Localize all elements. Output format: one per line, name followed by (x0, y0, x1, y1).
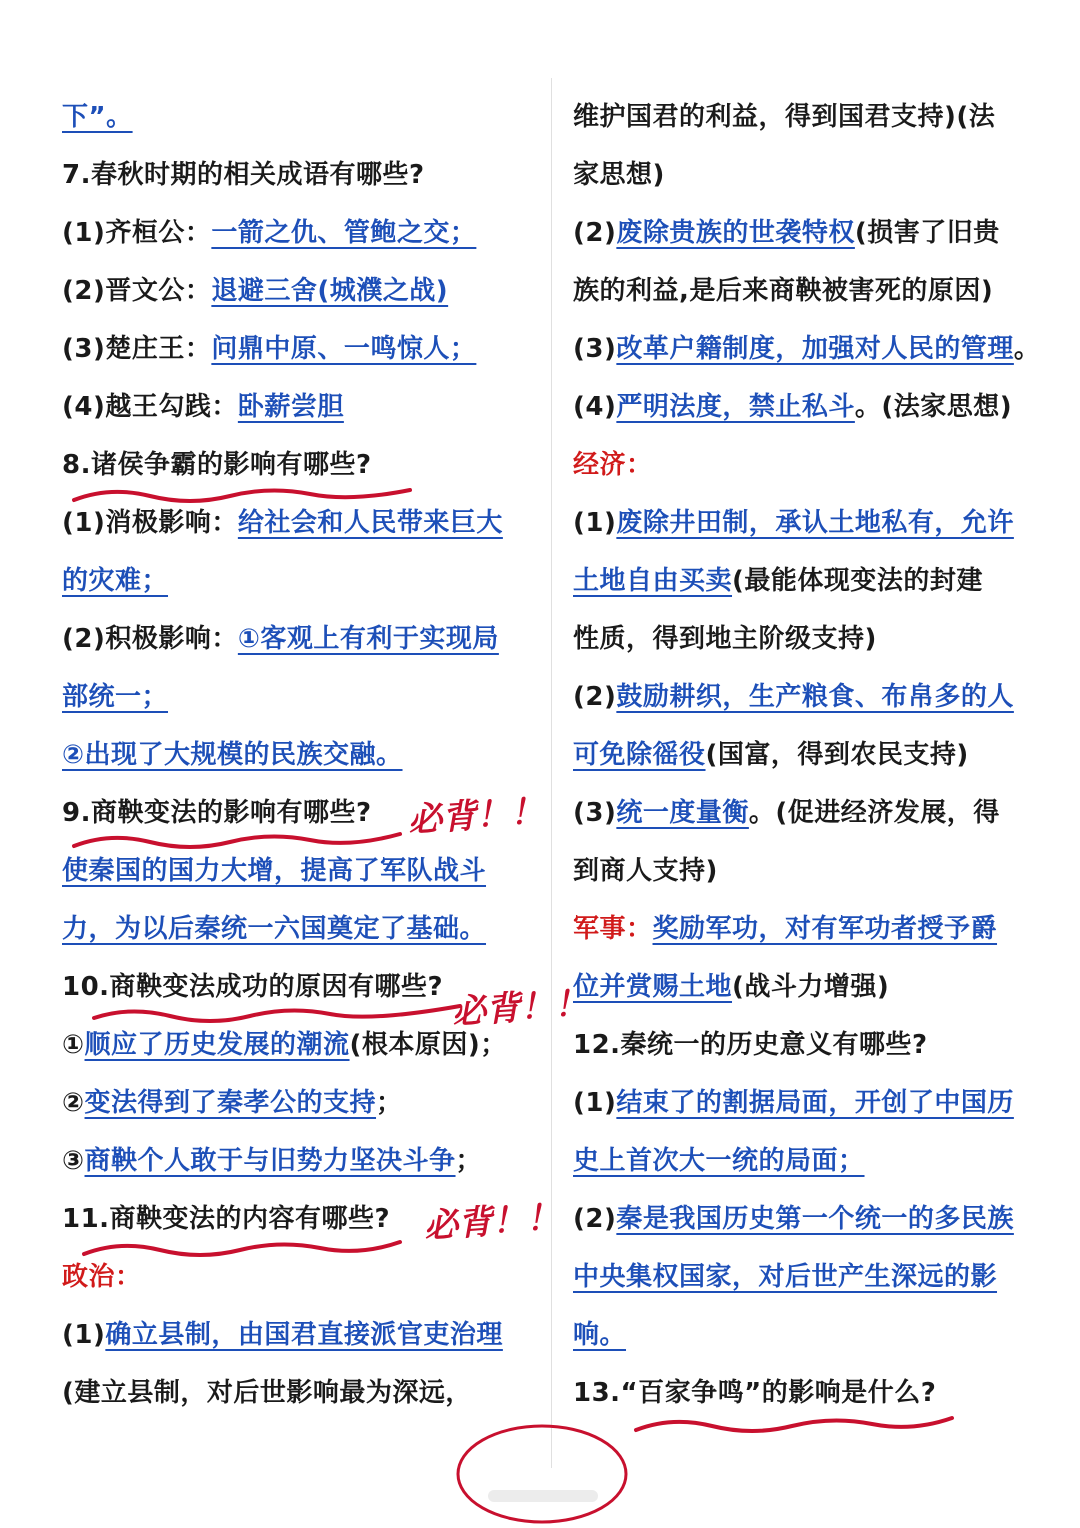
line (62, 610, 542, 668)
answer-text: 下”。 (62, 102, 133, 132)
item-label: (4) (573, 392, 617, 422)
item-label: (3)楚庄王： (62, 334, 212, 364)
question-8: 8.诸侯争霸的影响有哪些? (62, 450, 372, 480)
answer-text: 统一度量衡 (616, 798, 749, 828)
line (62, 726, 542, 784)
answer-text: 响。 (573, 1320, 627, 1350)
note-text: (最能体现变法的封建 (732, 566, 983, 596)
question-9: 9.商鞅变法的影响有哪些? (62, 798, 372, 828)
answer-text: 使秦国的国力大增，提高了军队战斗 (62, 856, 487, 886)
question-10: 10.商鞅变法成功的原因有哪些? (62, 972, 444, 1002)
note-text: 。(促进经济发展，得 (748, 798, 1000, 828)
answer-text: 严明法度，禁止私斗 (616, 392, 855, 422)
item-label: (3) (573, 798, 617, 828)
item-label: ① (62, 1030, 85, 1060)
answer-text: ①客观上有利于实现局 (237, 624, 499, 654)
item-label: ② (62, 1088, 85, 1118)
line (62, 668, 542, 726)
answer-text: 卧薪尝胆 (237, 392, 344, 422)
answer-text: 鼓励耕织，生产粮食、布帛多的人 (616, 682, 1014, 712)
line (573, 494, 1068, 552)
answer-text: 商鞅个人敢于与旧势力坚决斗争 (84, 1146, 456, 1176)
answer-text: 史上首次大一统的局面； (573, 1146, 865, 1176)
line (62, 900, 542, 958)
question-11: 11.商鞅变法的内容有哪些? (62, 1204, 391, 1234)
line (573, 1074, 1068, 1132)
section-heading-economy: 经济： (573, 450, 653, 480)
line (62, 1132, 542, 1190)
red-wave-underline (70, 826, 410, 856)
line (573, 1248, 1068, 1306)
note-text: 。(法家思想) (854, 392, 1013, 422)
line (62, 204, 542, 262)
note-line: 家思想) (573, 160, 665, 190)
line (573, 1132, 1068, 1190)
line (62, 320, 542, 378)
must-memorize-stamp: 必背！！ (406, 791, 546, 841)
red-wave-underline (90, 1000, 470, 1030)
section-heading-politics: 政治： (62, 1262, 142, 1292)
note-line: 性质，得到地主阶级支持) (573, 624, 877, 654)
answer-text: 可免除徭役 (573, 740, 706, 770)
note-text: (国富，得到农民支持) (705, 740, 969, 770)
note-text: (战斗力增强) (732, 972, 890, 1002)
answer-text: 部统一； (62, 682, 169, 712)
note-text: ； (455, 1146, 483, 1176)
red-wave-underline (70, 480, 420, 510)
line (573, 204, 1068, 262)
answer-text: 土地自由买卖 (573, 566, 733, 596)
line (62, 88, 542, 146)
answer-text: 问鼎中原、一鸣惊人； (211, 334, 477, 364)
column-divider (551, 78, 552, 1468)
item-label: ③ (62, 1146, 85, 1176)
line (62, 552, 542, 610)
note-line: (建立县制，对后世影响最为深远， (62, 1378, 472, 1408)
note-text: 。 (1013, 334, 1041, 364)
question-13: 13.“百家争鸣”的影响是什么? (573, 1378, 937, 1408)
answer-text: 位并赏赐土地 (573, 972, 733, 1002)
line (573, 378, 1068, 436)
item-label: (2)晋文公： (62, 276, 212, 306)
answer-text: 的灾难； (62, 566, 169, 596)
red-wave-underline (80, 1234, 410, 1264)
answer-text: 奖励军功，对有军功者授予爵 (652, 914, 998, 944)
item-label: (3) (573, 334, 617, 364)
question-12: 12.秦统一的历史意义有哪些? (573, 1030, 928, 1060)
red-circle-mark (452, 1418, 632, 1526)
must-memorize-stamp: 必背！！ (450, 983, 590, 1033)
answer-text: 顺应了历史发展的潮流 (84, 1030, 350, 1060)
answer-text: 废除贵族的世袭特权 (616, 218, 855, 248)
answer-text: 废除井田制，承认土地私有，允许 (616, 508, 1014, 538)
note-text: ； (376, 1088, 403, 1118)
answer-text: 力，为以后秦统一六国奠定了基础。 (62, 914, 487, 944)
answer-text: 中央集权国家，对后世产生深远的影 (573, 1262, 998, 1292)
question-7: 7.春秋时期的相关成语有哪些? (62, 160, 425, 190)
item-label: (2)积极影响： (62, 624, 238, 654)
answer-text: 一箭之仇、管鲍之交； (211, 218, 477, 248)
note-text: (根本原因)； (349, 1030, 507, 1060)
item-label: (2) (573, 682, 617, 712)
section-heading-military: 军事： (573, 914, 653, 944)
line (62, 262, 542, 320)
item-label: (1) (62, 1320, 106, 1350)
blurred-watermark (488, 1490, 598, 1502)
line (62, 378, 542, 436)
item-label: (2) (573, 218, 617, 248)
must-memorize-stamp: 必背！！ (422, 1197, 562, 1247)
item-label: (1) (573, 1088, 617, 1118)
item-label: (1) (573, 508, 617, 538)
note-line: 维护国君的利益，得到国君支持)(法 (573, 102, 996, 132)
item-label: (1)消极影响： (62, 508, 238, 538)
line (573, 552, 1068, 610)
item-label: (1)齐桓公： (62, 218, 212, 248)
line (62, 1074, 542, 1132)
line (573, 320, 1068, 378)
line (573, 1190, 1068, 1248)
line (62, 1306, 542, 1364)
line (573, 784, 1068, 842)
answer-text: ②出现了大规模的民族交融。 (62, 740, 403, 770)
answer-text: 变法得到了秦孝公的支持 (84, 1088, 377, 1118)
answer-text: 确立县制，由国君直接派官吏治理 (105, 1320, 503, 1350)
note-text: (损害了旧贵 (854, 218, 1000, 248)
answer-text: 改革户籍制度，加强对人民的管理 (616, 334, 1014, 364)
item-label: (2) (573, 1204, 617, 1234)
answer-text: 给社会和人民带来巨大 (237, 508, 503, 538)
right-column (573, 88, 1068, 1422)
note-line: 族的利益,是后来商鞅被害死的原因) (573, 276, 994, 306)
line (573, 958, 1068, 1016)
red-wave-underline (632, 1410, 962, 1440)
answer-text: 退避三舍(城濮之战) (211, 276, 449, 306)
line (573, 1306, 1068, 1364)
item-label: (4)越王勾践： (62, 392, 238, 422)
answer-text: 结束了的割据局面，开创了中国历 (616, 1088, 1014, 1118)
line (573, 726, 1068, 784)
note-line: 到商人支持) (573, 856, 718, 886)
line (573, 900, 1068, 958)
answer-text: 秦是我国历史第一个统一的多民族 (616, 1204, 1014, 1234)
line (573, 668, 1068, 726)
